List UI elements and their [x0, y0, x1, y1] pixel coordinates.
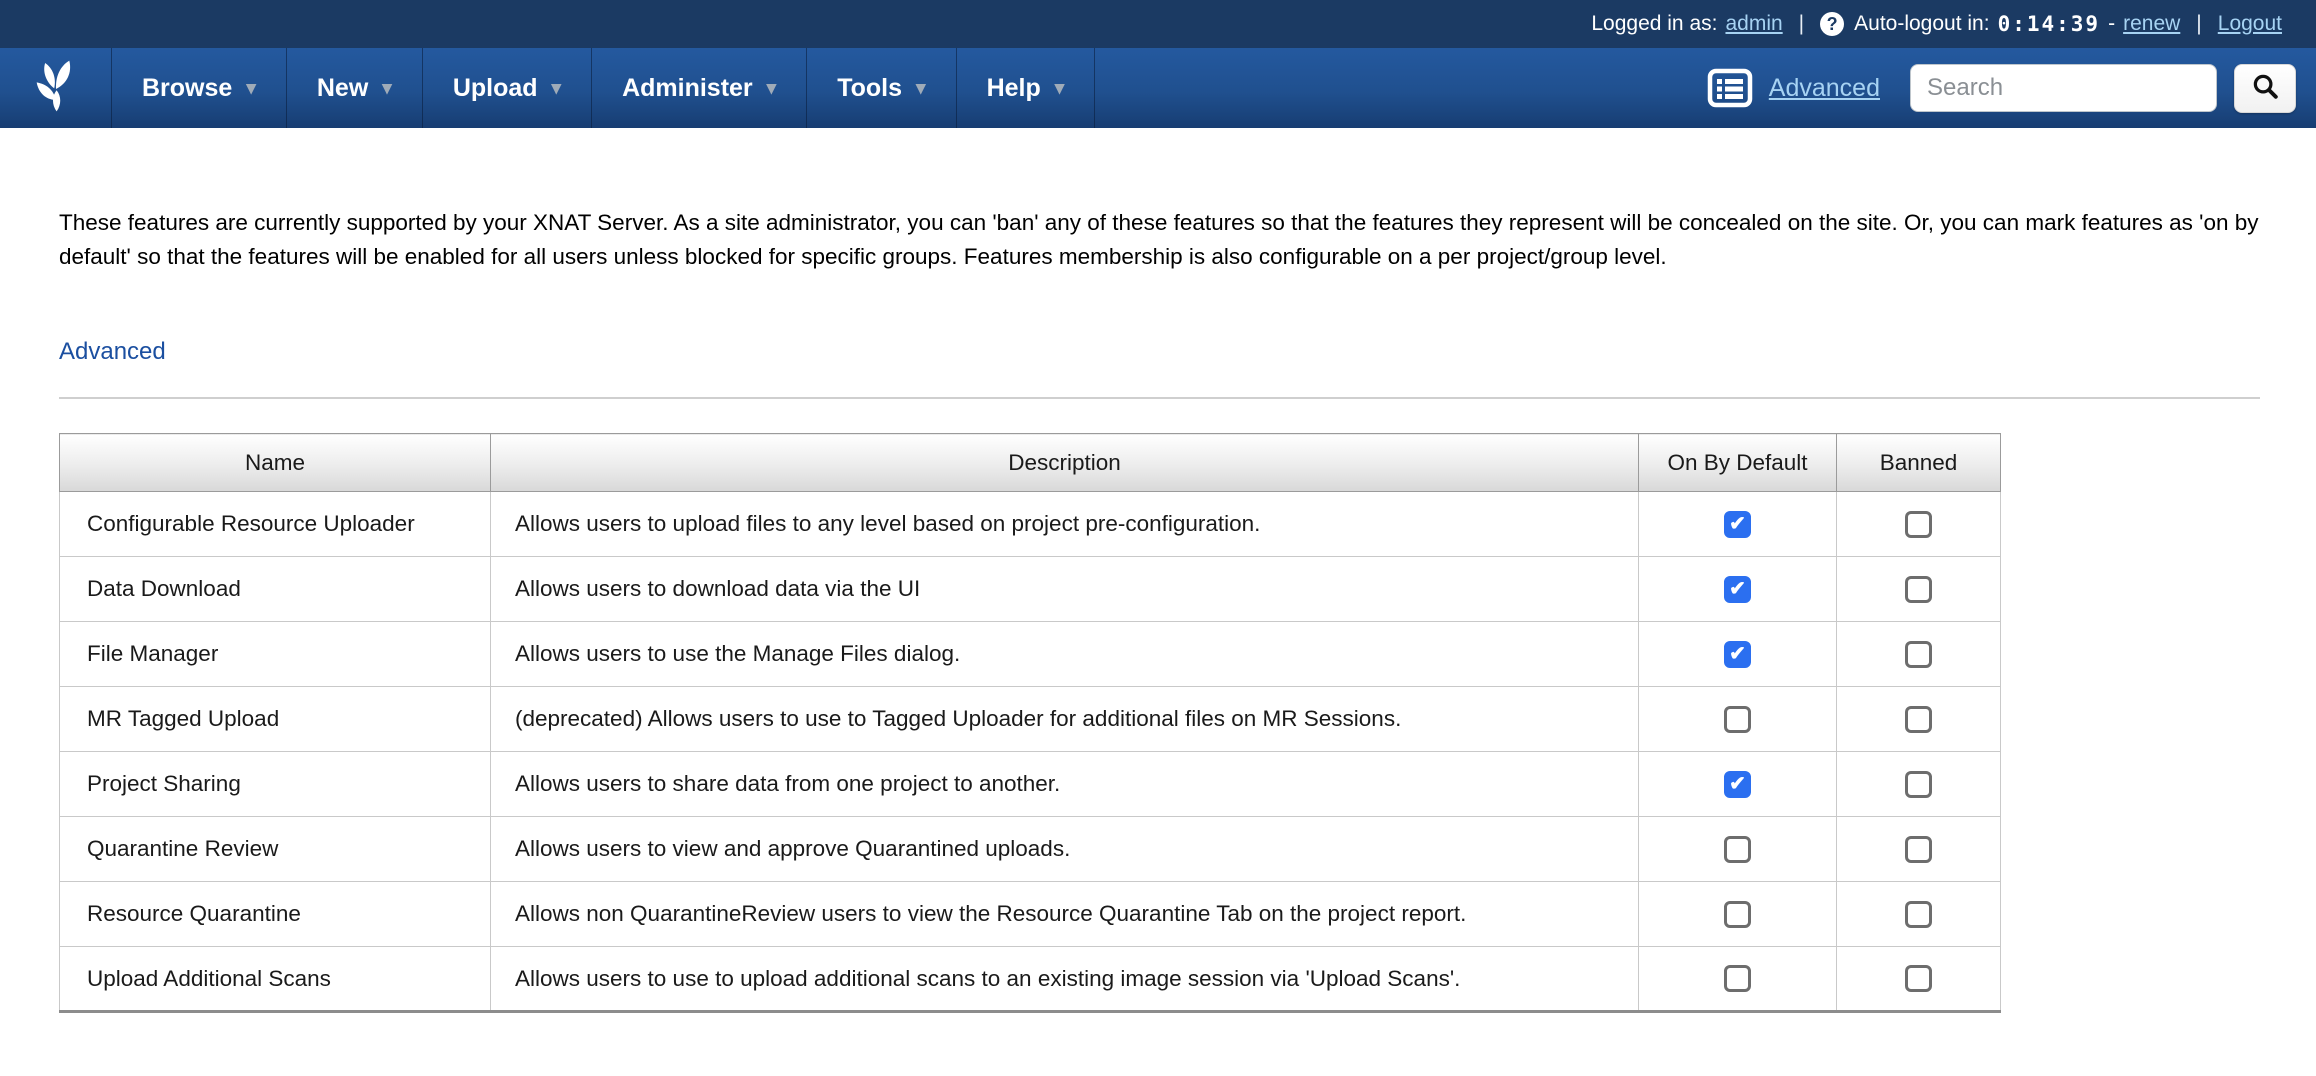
- on-by-default-checkbox[interactable]: ✔: [1724, 576, 1751, 603]
- nav-item-upload[interactable]: [423, 48, 592, 128]
- on-by-default-checkbox[interactable]: [1724, 965, 1751, 992]
- banned-checkbox[interactable]: [1905, 641, 1932, 668]
- feature-name: File Manager: [60, 622, 491, 687]
- feature-description: Allows users to share data from one project to another.: [491, 752, 1639, 817]
- table-row: [60, 882, 2001, 947]
- feature-description: Allows users to use the Manage Files dialog.: [491, 622, 1639, 687]
- banned-cell: [1837, 622, 2001, 687]
- on-by-default-cell: [1639, 752, 1837, 817]
- banned-cell: [1837, 817, 2001, 882]
- username-link[interactable]: admin: [1725, 12, 1783, 35]
- separator: |: [1798, 12, 1805, 35]
- on-by-default-cell: [1639, 492, 1837, 557]
- on-by-default-cell: [1639, 557, 1837, 622]
- features-intro-text: These features are currently supported by your XNAT Server. As a site administrator, you can 'ban' any of these features so that the features they represent will be concealed on the site. Or, you can mark features as 'on by default' so that the features will be enabled for all users unless blocked for specific groups. Features membership is also configurable on a per project/group level.: [59, 210, 2259, 269]
- banned-checkbox[interactable]: [1905, 836, 1932, 863]
- nav-item-label: New: [316, 73, 369, 102]
- stored-searches-button[interactable]: [1707, 68, 1753, 108]
- table-header-row: [60, 434, 2001, 492]
- search-input[interactable]: [1910, 64, 2217, 112]
- session-bar: [0, 0, 2316, 48]
- on-by-default-checkbox[interactable]: ✔: [1724, 511, 1751, 538]
- on-by-default-checkbox[interactable]: ✔: [1724, 641, 1751, 668]
- feature-description: Allows users to use to upload additional scans to an existing image session via 'Upload Scans'.: [491, 947, 1639, 1012]
- table-row: [60, 947, 2001, 1012]
- home-logo[interactable]: [0, 48, 112, 128]
- table-row: [60, 557, 2001, 622]
- banned-cell: [1837, 947, 2001, 1012]
- on-by-default-checkbox[interactable]: [1724, 901, 1751, 928]
- column-header: On By Default: [1639, 434, 1837, 492]
- on-by-default-cell: [1639, 947, 1837, 1012]
- logged-in-label: Logged in as:: [1591, 12, 1718, 35]
- banned-checkbox[interactable]: [1905, 511, 1932, 538]
- banned-checkbox[interactable]: [1905, 771, 1932, 798]
- chevron-down-icon: ▾: [382, 77, 392, 99]
- main-nav: [0, 48, 2316, 128]
- feature-description: Allows users to download data via the UI: [491, 557, 1639, 622]
- autologout-label: Auto-logout in:: [1854, 12, 1990, 35]
- feature-name: Project Sharing: [60, 752, 491, 817]
- renew-link[interactable]: renew: [2123, 12, 2181, 35]
- banned-cell: [1837, 752, 2001, 817]
- feature-description: (deprecated) Allows users to use to Tagged Uploader for additional files on MR Sessions.: [491, 687, 1639, 752]
- feature-name: Resource Quarantine: [60, 882, 491, 947]
- banned-cell: [1837, 687, 2001, 752]
- banned-checkbox[interactable]: [1905, 965, 1932, 992]
- magnifier-icon: [2250, 71, 2280, 106]
- chevron-down-icon: ▾: [766, 77, 777, 99]
- chevron-down-icon: ▾: [246, 77, 256, 99]
- autologout-timer: 0:14:39: [1997, 12, 2101, 36]
- on-by-default-cell: [1639, 622, 1837, 687]
- nav-item-tools[interactable]: [807, 48, 956, 128]
- banned-checkbox[interactable]: [1905, 706, 1932, 733]
- feature-description: Allows users to view and approve Quarantined uploads.: [491, 817, 1639, 882]
- on-by-default-checkbox[interactable]: ✔: [1724, 771, 1751, 798]
- nav-item-administer[interactable]: [592, 48, 807, 128]
- table-row: [60, 817, 2001, 882]
- table-row: [60, 492, 2001, 557]
- banned-checkbox[interactable]: [1905, 576, 1932, 603]
- nav-item-browse[interactable]: [112, 48, 287, 128]
- column-header: Description: [491, 434, 1639, 492]
- on-by-default-cell: [1639, 687, 1837, 752]
- on-by-default-cell: [1639, 817, 1837, 882]
- advanced-link[interactable]: Advanced: [59, 338, 166, 365]
- nav-item-label: Upload: [452, 73, 538, 102]
- feature-name: Configurable Resource Uploader: [60, 492, 491, 557]
- nav-item-help[interactable]: [957, 48, 1096, 128]
- xnat-logo-icon: [27, 57, 85, 120]
- on-by-default-cell: [1639, 882, 1837, 947]
- feature-name: Data Download: [60, 557, 491, 622]
- on-by-default-checkbox[interactable]: [1724, 836, 1751, 863]
- search-button[interactable]: [2234, 64, 2296, 113]
- divider: [59, 397, 2260, 399]
- separator: |: [2196, 12, 2202, 35]
- help-icon[interactable]: ?: [1820, 12, 1844, 36]
- feature-name: MR Tagged Upload: [60, 687, 491, 752]
- table-row: [60, 622, 2001, 687]
- list-window-icon: [1707, 68, 1753, 108]
- column-header: Banned: [1837, 434, 2001, 492]
- logout-link[interactable]: Logout: [2217, 12, 2282, 35]
- column-header: Name: [60, 434, 491, 492]
- nav-item-label: Browse: [142, 73, 233, 102]
- on-by-default-checkbox[interactable]: [1724, 706, 1751, 733]
- banned-cell: [1837, 492, 2001, 557]
- nav-item-label: Help: [986, 73, 1041, 102]
- banned-cell: [1837, 882, 2001, 947]
- chevron-down-icon: ▾: [916, 77, 926, 99]
- banned-checkbox[interactable]: [1905, 901, 1932, 928]
- feature-name: Upload Additional Scans: [60, 947, 491, 1012]
- table-row: [60, 687, 2001, 752]
- dash: -: [2108, 12, 2116, 35]
- feature-description: Allows non QuarantineReview users to view the Resource Quarantine Tab on the project report.: [491, 882, 1639, 947]
- features-table: [59, 433, 2001, 1013]
- feature-description: Allows users to upload files to any level based on project pre-configuration.: [491, 492, 1639, 557]
- feature-name: Quarantine Review: [60, 817, 491, 882]
- nav-item-new[interactable]: [287, 48, 423, 128]
- advanced-search-link[interactable]: Advanced: [1768, 73, 1880, 102]
- banned-cell: [1837, 557, 2001, 622]
- nav-search-area: [1707, 48, 2316, 128]
- page-content: [0, 128, 2316, 1013]
- nav-item-label: Administer: [622, 73, 753, 102]
- chevron-down-icon: ▾: [551, 77, 562, 99]
- chevron-down-icon: ▾: [1054, 77, 1065, 99]
- nav-item-label: Tools: [837, 73, 903, 102]
- table-row: [60, 752, 2001, 817]
